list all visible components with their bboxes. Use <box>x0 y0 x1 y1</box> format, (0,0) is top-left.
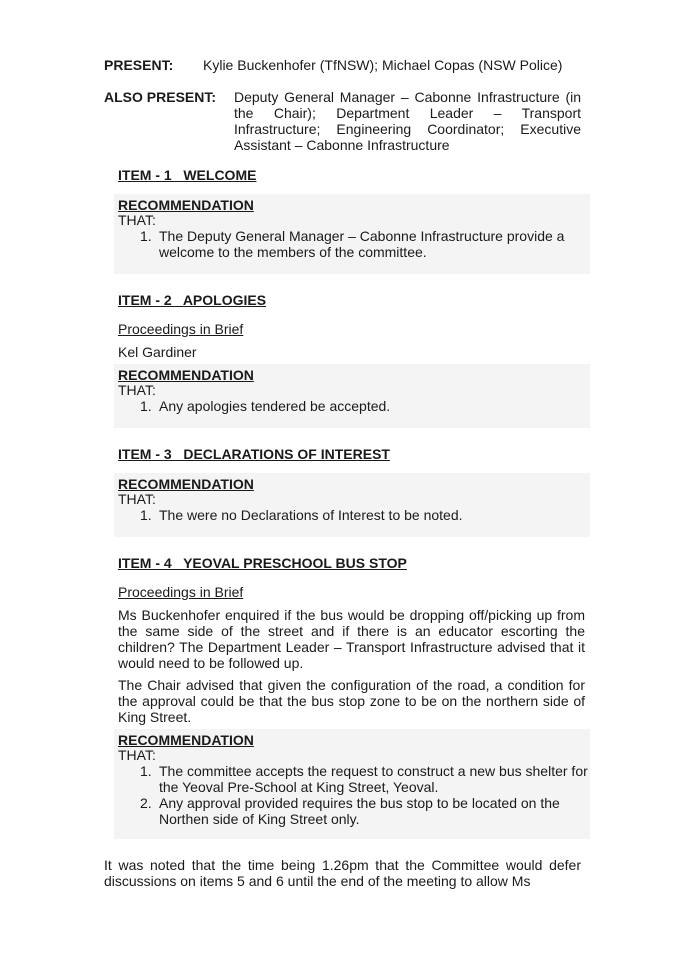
present-label: PRESENT: <box>104 57 174 73</box>
item-2-heading: ITEM - 2 APOLOGIES <box>118 292 267 308</box>
list-text: The were no Declarations of Interest to be noted. <box>159 507 463 523</box>
item-4-that: THAT: <box>118 747 156 763</box>
item-4-paragraph-2: The Chair advised that given the configuration of the road, a condition for the approval could be that the bus stop zone to be on the northern side of King Street. <box>118 677 585 725</box>
list-text: The committee accepts the request to construct a new bus shelter for the Yeoval Pre-School at King Street, Yeoval. <box>159 763 588 795</box>
item-4-recommendation-heading: RECOMMENDATION <box>118 732 254 748</box>
meeting-note-paragraph: It was noted that the time being 1.26pm that the Committee would defer discussions on items 5 and 6 until the end of the meeting to allow Ms <box>104 857 581 889</box>
item-1-recommendation-heading: RECOMMENDATION <box>118 197 254 213</box>
item-2-that: THAT: <box>118 382 156 398</box>
item-4-recommendation-list <box>138 763 590 827</box>
list-item <box>138 507 590 523</box>
present-value: Kylie Buckenhofer (TfNSW); Michael Copas (NSW Police) <box>203 57 563 73</box>
item-4-proceedings-label: Proceedings in Brief <box>118 584 244 600</box>
also-present-value: Deputy General Manager – Cabonne Infrastructure (in the Chair); Department Leader – Transport Infrastructure; Engineering Coordinator; Executive Assistant – Cabonne Infrastructure <box>234 89 581 153</box>
list-text: Any approval provided requires the bus stop to be located on the Northen side of King Street only. <box>159 795 560 827</box>
item-1-that: THAT: <box>118 212 156 228</box>
list-item <box>138 398 590 414</box>
item-4-heading: ITEM - 4 YEOVAL PRESCHOOL BUS STOP <box>118 555 407 571</box>
item-3-recommendation-list <box>138 507 590 523</box>
item-2-recommendation-list <box>138 398 590 414</box>
list-number: 1. <box>140 763 152 779</box>
item-2-proceedings-label: Proceedings in Brief <box>118 321 244 337</box>
list-number: 1. <box>140 228 152 244</box>
list-text: The Deputy General Manager – Cabonne Infrastructure provide a welcome to the members of the committee. <box>159 228 565 260</box>
list-number: 1. <box>140 398 152 414</box>
list-item <box>138 763 590 795</box>
item-2-proceedings-text: Kel Gardiner <box>118 344 197 360</box>
item-2-recommendation-heading: RECOMMENDATION <box>118 367 254 383</box>
item-1-recommendation-list <box>138 228 590 260</box>
list-text: Any apologies tendered be accepted. <box>159 398 391 414</box>
list-number: 1. <box>140 507 152 523</box>
list-number: 2. <box>140 795 152 811</box>
item-3-heading: ITEM - 3 DECLARATIONS OF INTEREST <box>118 446 390 462</box>
also-present-label: ALSO PRESENT: <box>104 89 217 105</box>
item-3-that: THAT: <box>118 491 156 507</box>
list-item <box>138 795 590 827</box>
item-1-heading: ITEM - 1 WELCOME <box>118 167 257 183</box>
item-3-recommendation-heading: RECOMMENDATION <box>118 476 254 492</box>
list-item <box>138 228 590 260</box>
item-4-paragraph-1: Ms Buckenhofer enquired if the bus would be dropping off/picking up from the same side of the street and if there is an educator escorting the children? The Department Leader – Transport Infrastructure advised that it would need to be followed up. <box>118 607 585 671</box>
